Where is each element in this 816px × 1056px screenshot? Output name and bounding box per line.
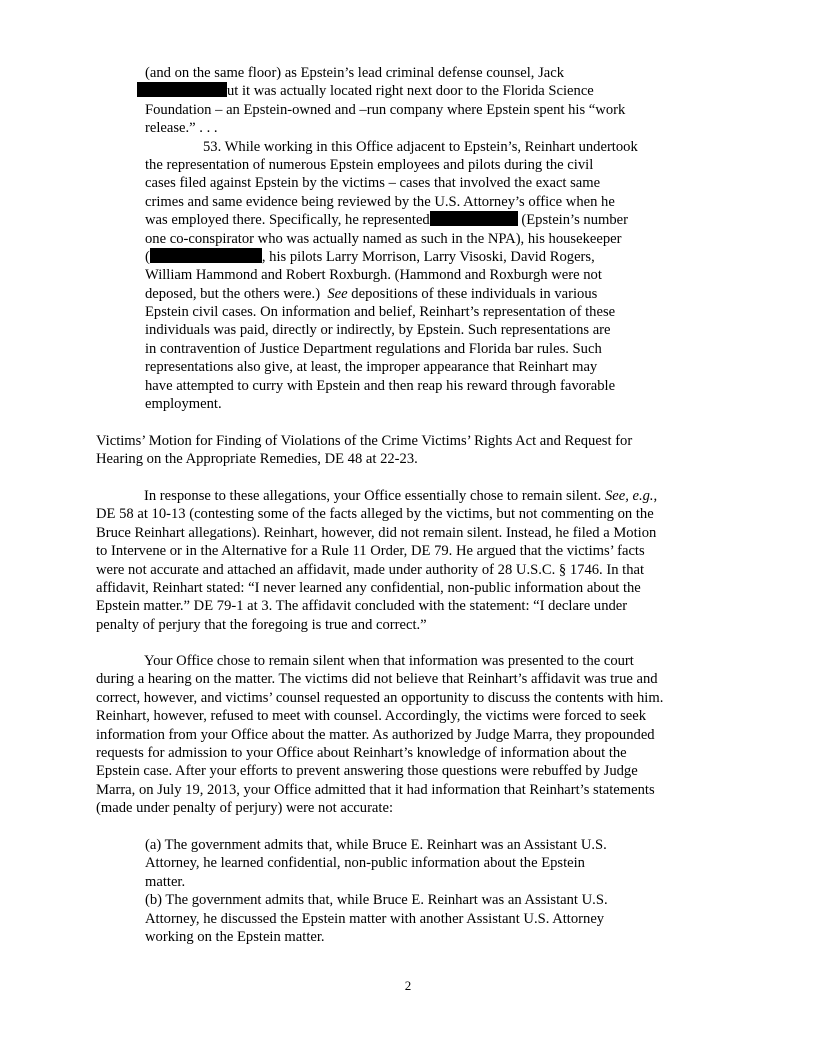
admission-line: Attorney, he learned confidential, non-public information about the Epstein: [145, 855, 585, 872]
block-quote: [145, 64, 675, 413]
paragraph-line: Marra, on July 19, 2013, your Office admitted that it had information that Reinhart’s statements: [96, 781, 655, 798]
paragraph-line: (made under penalty of perjury) were not accurate:: [96, 800, 393, 817]
paragraph-line: information from your Office about the matter. As authorized by Judge Marra, they propounded: [96, 726, 655, 743]
quote-line: individuals was paid, directly or indirectly, by Epstein. Such representations are: [145, 322, 611, 339]
paragraph-line: In response to these allegations, your Office essentially chose to remain silent. See, e.g.,: [144, 488, 658, 504]
quote-line: Epstein civil cases. On information and belief, Reinhart’s representation of these: [145, 304, 616, 321]
citation-line: Hearing on the Appropriate Remedies, DE 48 at 22-23.: [96, 451, 418, 468]
admission-line: Attorney, he discussed the Epstein matter with another Assistant U.S. Attorney: [145, 910, 605, 927]
page-number: 2: [404, 978, 412, 993]
quote-line: ut it was actually located right next door to the Florida Science: [145, 82, 675, 100]
admission-line: (a) The government admits that, while Bruce E. Reinhart was an Assistant U.S.: [145, 837, 607, 853]
quote-line: was employed there. Specifically, he represented (Epstein’s number: [145, 212, 628, 229]
paragraph-line: penalty of perjury that the foregoing is true and correct.”: [96, 616, 427, 633]
paragraph-line: Your Office chose to remain silent when that information was presented to the court: [144, 653, 634, 669]
paragraph-line: affidavit, Reinhart stated: “I never learned any confidential, non-public information about the: [96, 579, 641, 596]
paragraph-line: were not accurate and attached an affidavit, made under authority of 28 U.S.C. § 1746. In that: [96, 561, 645, 578]
quote-line: the representation of numerous Epstein employees and pilots during the civil: [145, 156, 594, 173]
paragraph-line: Epstein case. After your efforts to prevent answering those questions were rebuffed by Judge: [96, 763, 638, 780]
redaction-bar: [430, 211, 518, 226]
paragraph-line: to Intervene or in the Alternative for a Rule 11 Order, DE 79. He argued that the victims’ facts: [96, 543, 645, 560]
quote-line: representations also give, at least, the improper appearance that Reinhart may: [145, 359, 598, 376]
quote-line: ( , his pilots Larry Morrison, Larry Visoski, David Rogers,: [145, 248, 595, 265]
quote-line: (and on the same floor) as Epstein’s lead criminal defense counsel, Jack: [145, 65, 565, 81]
quote-line: release.” . . .: [145, 120, 218, 137]
quote-line: crimes and same evidence being reviewed by the U.S. Attorney’s office when he: [145, 193, 615, 210]
paragraph-line: during a hearing on the matter. The victims did not believe that Reinhart’s affidavit was true and: [96, 671, 658, 688]
paragraph-silence: [96, 652, 724, 818]
paragraph-line: requests for admission to your Office about Reinhart’s knowledge of information about the: [96, 744, 627, 761]
citation-line: Victims’ Motion for Finding of Violations of the Crime Victims’ Rights Act and Request for: [96, 433, 633, 449]
citation: [96, 432, 724, 469]
quote-line: one co-conspirator who was actually named as such in the NPA), his housekeeper: [145, 230, 622, 247]
paragraph-line: DE 58 at 10-13 (contesting some of the facts alleged by the victims, but not commenting on the: [96, 506, 654, 523]
quote-line: William Hammond and Robert Roxburgh. (Hammond and Roxburgh were not: [145, 267, 602, 284]
redaction-bar: [150, 248, 262, 263]
paragraph-line: Bruce Reinhart allegations). Reinhart, however, did not remain silent. Instead, he filed a Motion: [96, 524, 657, 541]
admission-line: matter.: [145, 873, 186, 890]
quote-line: Foundation – an Epstein-owned and –run company where Epstein spent his “work: [145, 101, 626, 118]
quote-line: cases filed against Epstein by the victims – cases that involved the exact same: [145, 175, 601, 192]
paragraph-response: [96, 487, 724, 634]
redaction-bar: [137, 82, 227, 97]
admission-line: working on the Epstein matter.: [145, 928, 325, 945]
paragraph-line: Reinhart, however, refused to meet with counsel. Accordingly, the victims were forced to seek: [96, 708, 647, 725]
quote-line: have attempted to curry with Epstein and then reap his reward through favorable: [145, 377, 616, 394]
quote-line: 53. While working in this Office adjacent to Epstein’s, Reinhart undertook: [203, 138, 638, 155]
paragraph-line: Epstein matter.” DE 79-1 at 3. The affidavit concluded with the statement: “I declare under: [96, 598, 628, 615]
admissions-list: [145, 836, 675, 946]
quote-line: deposed, but the others were.) See depositions of these individuals in various: [145, 285, 598, 302]
quote-line: employment.: [145, 396, 222, 413]
paragraph-line: correct, however, and victims’ counsel requested an opportunity to discuss the contents with him.: [96, 689, 664, 706]
admission-line: (b) The government admits that, while Bruce E. Reinhart was an Assistant U.S.: [145, 892, 608, 909]
quote-line: in contravention of Justice Department regulations and Florida bar rules. Such: [145, 340, 602, 357]
